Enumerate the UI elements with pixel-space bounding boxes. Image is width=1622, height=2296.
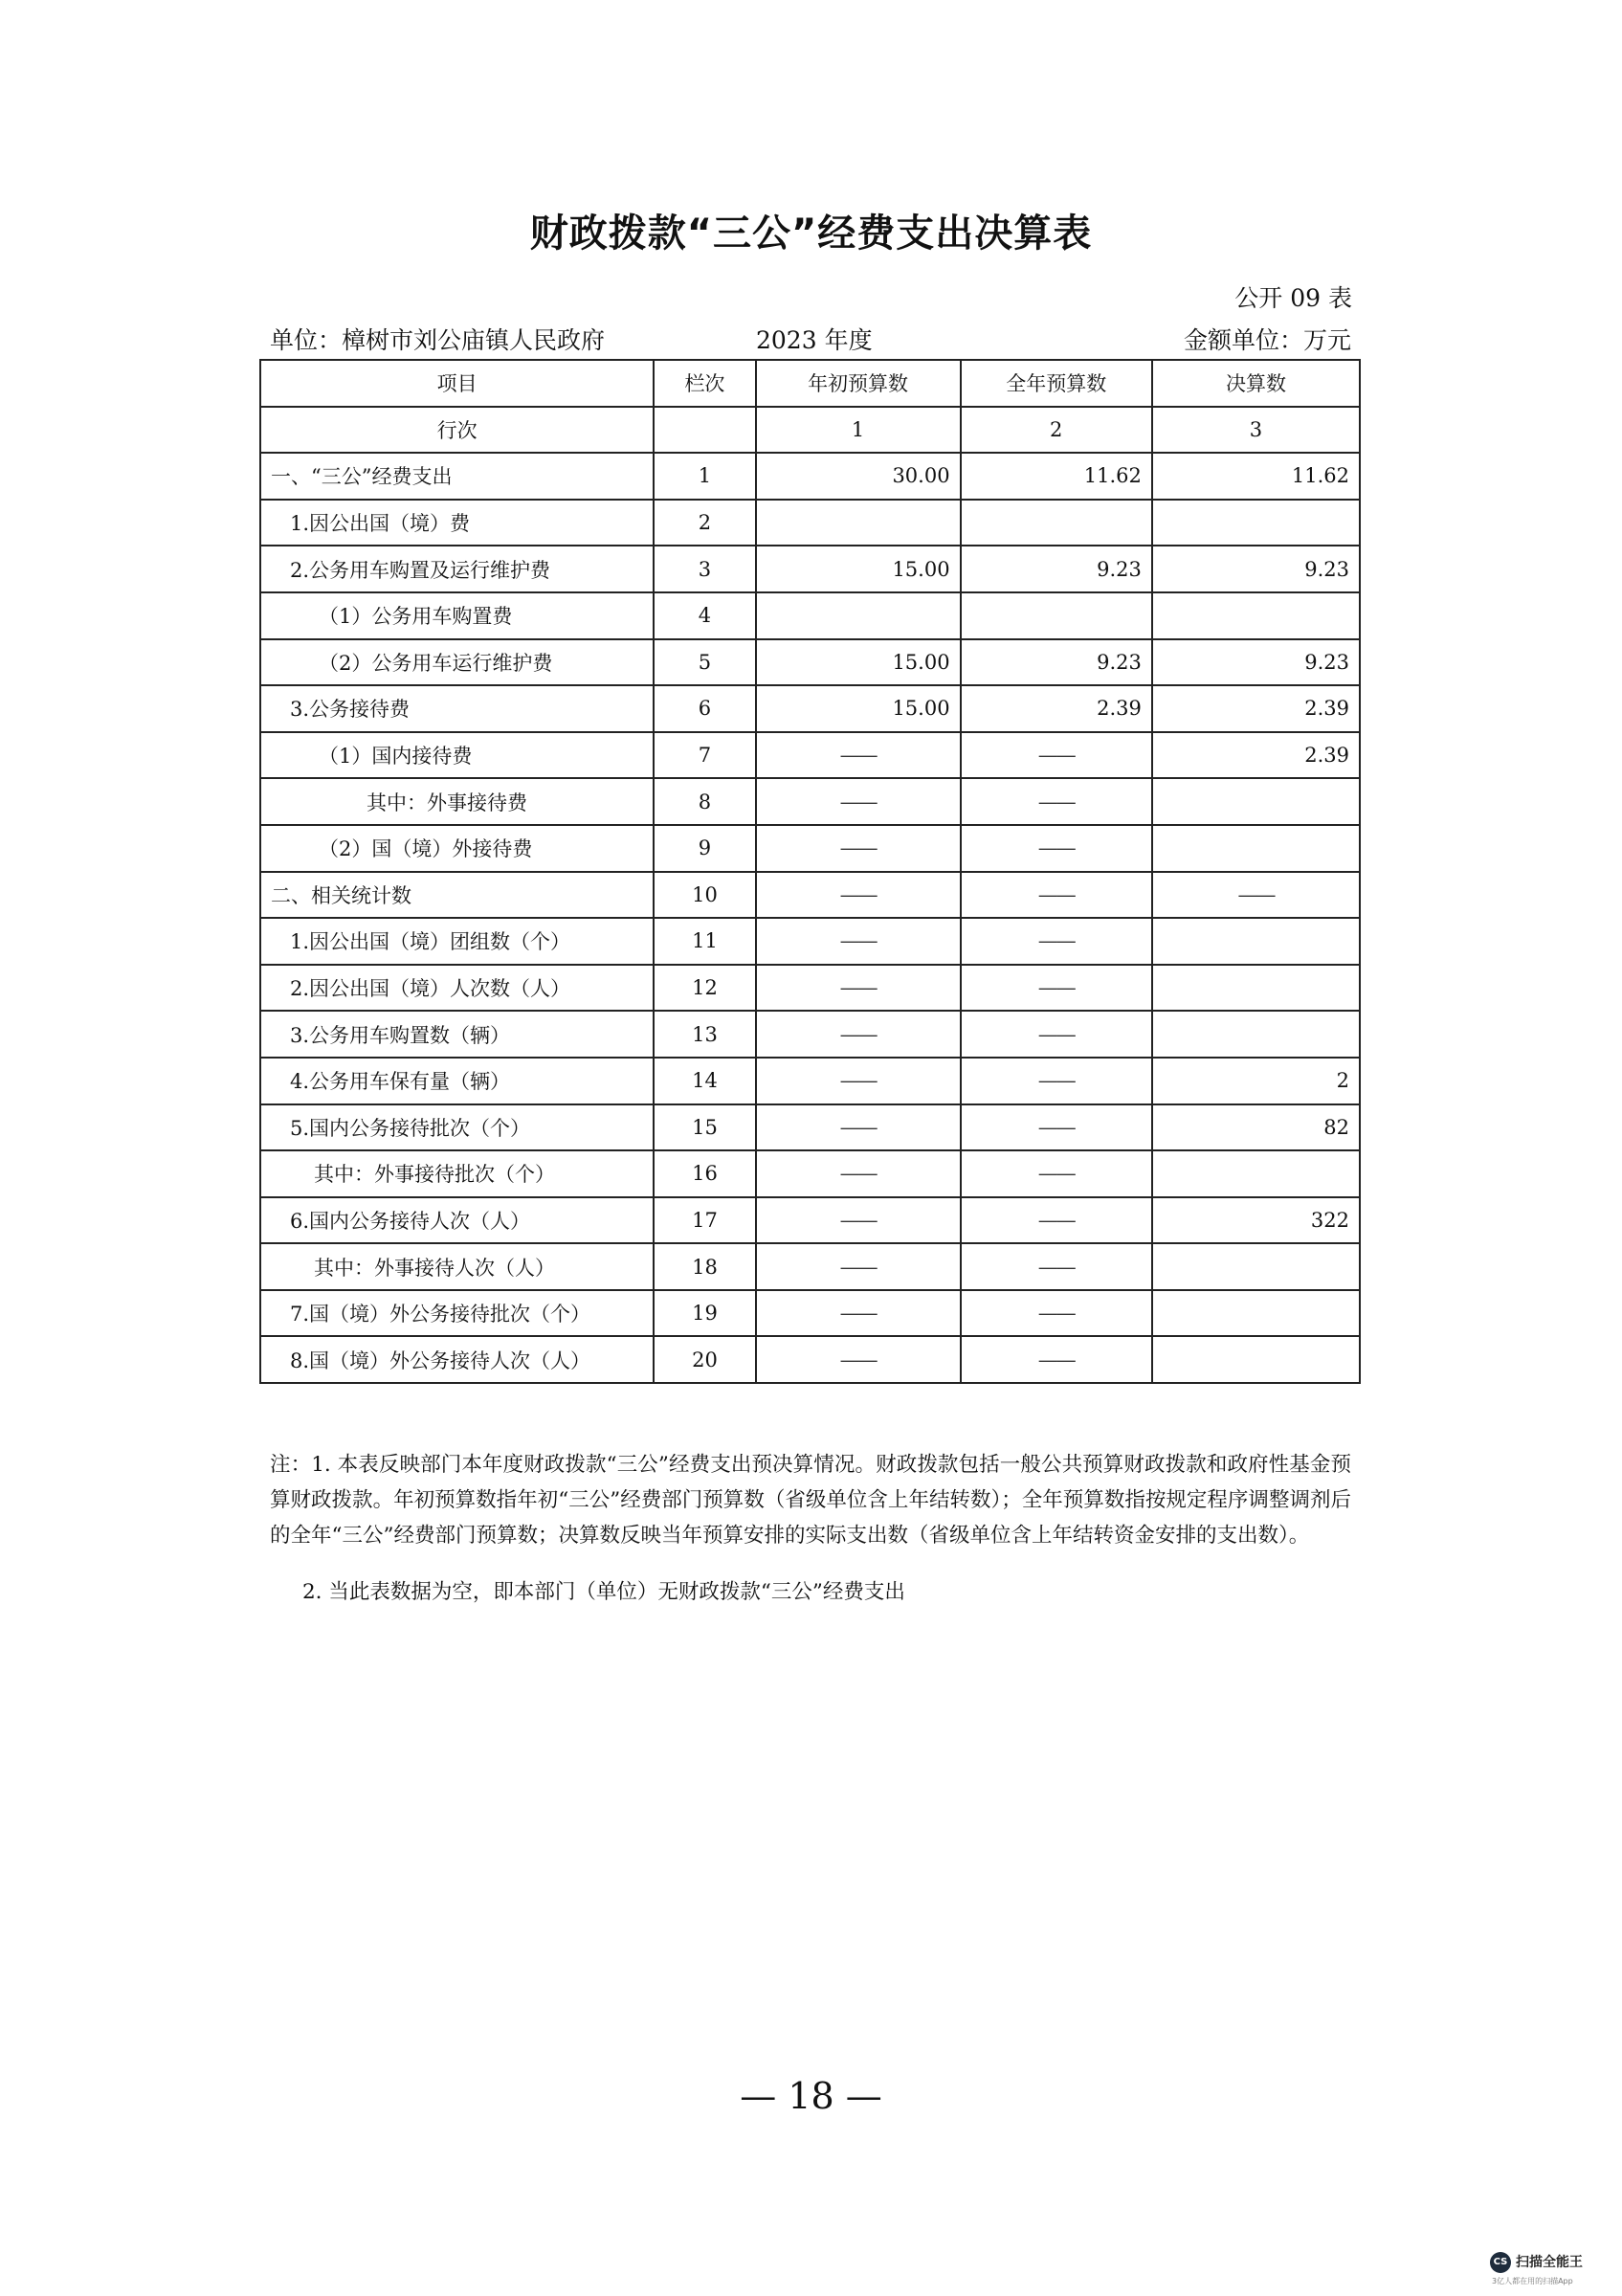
row-final: [1152, 592, 1360, 639]
row-full: 9.23: [961, 546, 1152, 592]
table-row: [260, 778, 1360, 825]
row-full: ——: [961, 1058, 1152, 1104]
scanner-watermark: [1490, 2250, 1611, 2288]
row-item: 2.公务用车购置及运行维护费: [260, 546, 654, 592]
row-initial: ——: [756, 1150, 961, 1197]
row-item: （1）国内接待费: [260, 732, 654, 779]
row-item: 4.公务用车保有量（辆）: [260, 1058, 654, 1104]
row-item: 其中：外事接待批次（个）: [260, 1150, 654, 1197]
row-line: 15: [654, 1104, 755, 1151]
row-initial: [756, 592, 961, 639]
row-initial: ——: [756, 825, 961, 872]
table-row: [260, 872, 1360, 919]
row-initial: 15.00: [756, 546, 961, 592]
row-initial: ——: [756, 1058, 961, 1104]
row-item: （1）公务用车购置费: [260, 592, 654, 639]
row-line: 14: [654, 1058, 755, 1104]
table-row: [260, 1197, 1360, 1244]
row-final: [1152, 1011, 1360, 1058]
table-row: [260, 965, 1360, 1012]
row-line: 1: [654, 453, 755, 500]
row-line: 20: [654, 1336, 755, 1383]
row-full: ——: [961, 1104, 1152, 1151]
camscanner-logo-icon: CS: [1490, 2252, 1511, 2273]
table-row: [260, 918, 1360, 965]
watermark-subtitle: 3亿人都在用的扫描App: [1492, 2277, 1573, 2285]
row-line: 3: [654, 546, 755, 592]
row-final: 82: [1152, 1104, 1360, 1151]
row-initial: [756, 500, 961, 546]
row-item: 8.国（境）外公务接待人次（人）: [260, 1336, 654, 1383]
table-row: [260, 1243, 1360, 1290]
row-line: 12: [654, 965, 755, 1012]
table-row: [260, 732, 1360, 779]
row-final: 322: [1152, 1197, 1360, 1244]
row-item: 3.公务用车购置数（辆）: [260, 1011, 654, 1058]
index-col-3: 3: [1152, 407, 1360, 454]
row-final: [1152, 825, 1360, 872]
row-final: [1152, 1336, 1360, 1383]
row-line: 2: [654, 500, 755, 546]
row-final: [1152, 965, 1360, 1012]
row-final: 2.39: [1152, 732, 1360, 779]
row-item: 5.国内公务接待批次（个）: [260, 1104, 654, 1151]
row-final: 2.39: [1152, 685, 1360, 732]
fiscal-year: 2023 年度: [756, 326, 873, 354]
row-item: 1.因公出国（境）团组数（个）: [260, 918, 654, 965]
row-full: [961, 592, 1152, 639]
header-initial-budget: 年初预算数: [756, 360, 961, 407]
document-title: 财政拨款“三公”经费支出决算表: [529, 212, 1093, 256]
row-item: （2）公务用车运行维护费: [260, 639, 654, 686]
table-row: [260, 639, 1360, 686]
amount-unit: 金额单位：万元: [1183, 326, 1351, 354]
row-item: 1.因公出国（境）费: [260, 500, 654, 546]
row-full: 2.39: [961, 685, 1152, 732]
header-full-year-budget: 全年预算数: [961, 360, 1152, 407]
row-line: 6: [654, 685, 755, 732]
row-initial: ——: [756, 1104, 961, 1151]
row-final: [1152, 1243, 1360, 1290]
table-row: [260, 1104, 1360, 1151]
row-line: 5: [654, 639, 755, 686]
index-label: 行次: [260, 407, 654, 454]
row-full: ——: [961, 1150, 1152, 1197]
table-row: [260, 453, 1360, 500]
table-row: [260, 1058, 1360, 1104]
index-col-2: 2: [961, 407, 1152, 454]
row-full: ——: [961, 918, 1152, 965]
row-initial: ——: [756, 1336, 961, 1383]
row-full: ——: [961, 872, 1152, 919]
row-initial: ——: [756, 778, 961, 825]
row-final: [1152, 918, 1360, 965]
row-line: 18: [654, 1243, 755, 1290]
table-row: [260, 685, 1360, 732]
row-item: 7.国（境）外公务接待批次（个）: [260, 1290, 654, 1337]
row-initial: ——: [756, 1290, 961, 1337]
row-item: 3.公务接待费: [260, 685, 654, 732]
row-item: 2.因公出国（境）人次数（人）: [260, 965, 654, 1012]
row-full: ——: [961, 778, 1152, 825]
table-row: [260, 1336, 1360, 1383]
row-initial: ——: [756, 1011, 961, 1058]
row-line: 7: [654, 732, 755, 779]
row-item: （2）国（境）外接待费: [260, 825, 654, 872]
row-initial: ——: [756, 1243, 961, 1290]
row-line: 4: [654, 592, 755, 639]
row-item: 其中：外事接待人次（人）: [260, 1243, 654, 1290]
row-initial: ——: [756, 1197, 961, 1244]
row-line: 10: [654, 872, 755, 919]
index-line: [654, 407, 755, 454]
header-final-account: 决算数: [1152, 360, 1360, 407]
row-initial: 30.00: [756, 453, 961, 500]
row-line: 8: [654, 778, 755, 825]
row-final: [1152, 1150, 1360, 1197]
row-full: ——: [961, 1011, 1152, 1058]
note-1: 注：1. 本表反映部门本年度财政拨款“三公”经费支出预决算情况。财政拨款包括一般公共预算财政拨款和政府性基金预算财政拨款。年初预算数指年初“三公”经费部门预算数（省级单位含上年结转数）；全年预算数指按规定程序调整调剂后的全年“三公”经费部门预算数；决算数反映当年预算安排的实际支出数（省级单位含上年结转资金安排的支出数）。: [270, 1453, 1351, 1548]
row-initial: ——: [756, 918, 961, 965]
row-item: 其中：外事接待费: [260, 778, 654, 825]
row-full: ——: [961, 1290, 1152, 1337]
index-row: [260, 407, 1360, 454]
row-initial: ——: [756, 732, 961, 779]
form-number: 公开 09 表: [1234, 284, 1352, 312]
row-full: 11.62: [961, 453, 1152, 500]
table-row: [260, 1290, 1360, 1337]
row-line: 17: [654, 1197, 755, 1244]
row-initial: 15.00: [756, 685, 961, 732]
row-full: ——: [961, 965, 1152, 1012]
row-final: [1152, 1290, 1360, 1337]
page-number: — 18 —: [740, 2075, 882, 2117]
row-item: 6.国内公务接待人次（人）: [260, 1197, 654, 1244]
row-initial: 15.00: [756, 639, 961, 686]
table-row: [260, 592, 1360, 639]
row-initial: ——: [756, 965, 961, 1012]
expense-table: [259, 359, 1361, 1384]
row-final: [1152, 778, 1360, 825]
row-item: 二、相关统计数: [260, 872, 654, 919]
row-final: 9.23: [1152, 546, 1360, 592]
row-full: [961, 500, 1152, 546]
index-col-1: 1: [756, 407, 961, 454]
row-item: 一、“三公”经费支出: [260, 453, 654, 500]
table-row: [260, 1150, 1360, 1197]
row-initial: ——: [756, 872, 961, 919]
row-full: ——: [961, 1243, 1152, 1290]
row-line: 19: [654, 1290, 755, 1337]
row-final: 2: [1152, 1058, 1360, 1104]
row-final: 9.23: [1152, 639, 1360, 686]
table-row: [260, 500, 1360, 546]
row-final: ——: [1152, 872, 1360, 919]
row-final: [1152, 500, 1360, 546]
row-full: 9.23: [961, 639, 1152, 686]
note-2: 2. 当此表数据为空，即本部门（单位）无财政拨款“三公”经费支出: [302, 1580, 905, 1604]
row-final: 11.62: [1152, 453, 1360, 500]
document-meta: [270, 322, 1351, 354]
row-line: 11: [654, 918, 755, 965]
table-row: [260, 546, 1360, 592]
watermark-name: 扫描全能王: [1516, 2255, 1583, 2270]
table-row: [260, 825, 1360, 872]
header-row: [260, 360, 1360, 407]
header-line: 栏次: [654, 360, 755, 407]
row-line: 16: [654, 1150, 755, 1197]
row-line: 13: [654, 1011, 755, 1058]
reporting-unit: 单位：樟树市刘公庙镇人民政府: [270, 326, 606, 354]
header-item: 项目: [260, 360, 654, 407]
table-row: [260, 1011, 1360, 1058]
notes: [270, 1447, 1351, 1610]
row-full: ——: [961, 1336, 1152, 1383]
row-full: ——: [961, 1197, 1152, 1244]
row-full: ——: [961, 825, 1152, 872]
row-line: 9: [654, 825, 755, 872]
row-full: ——: [961, 732, 1152, 779]
